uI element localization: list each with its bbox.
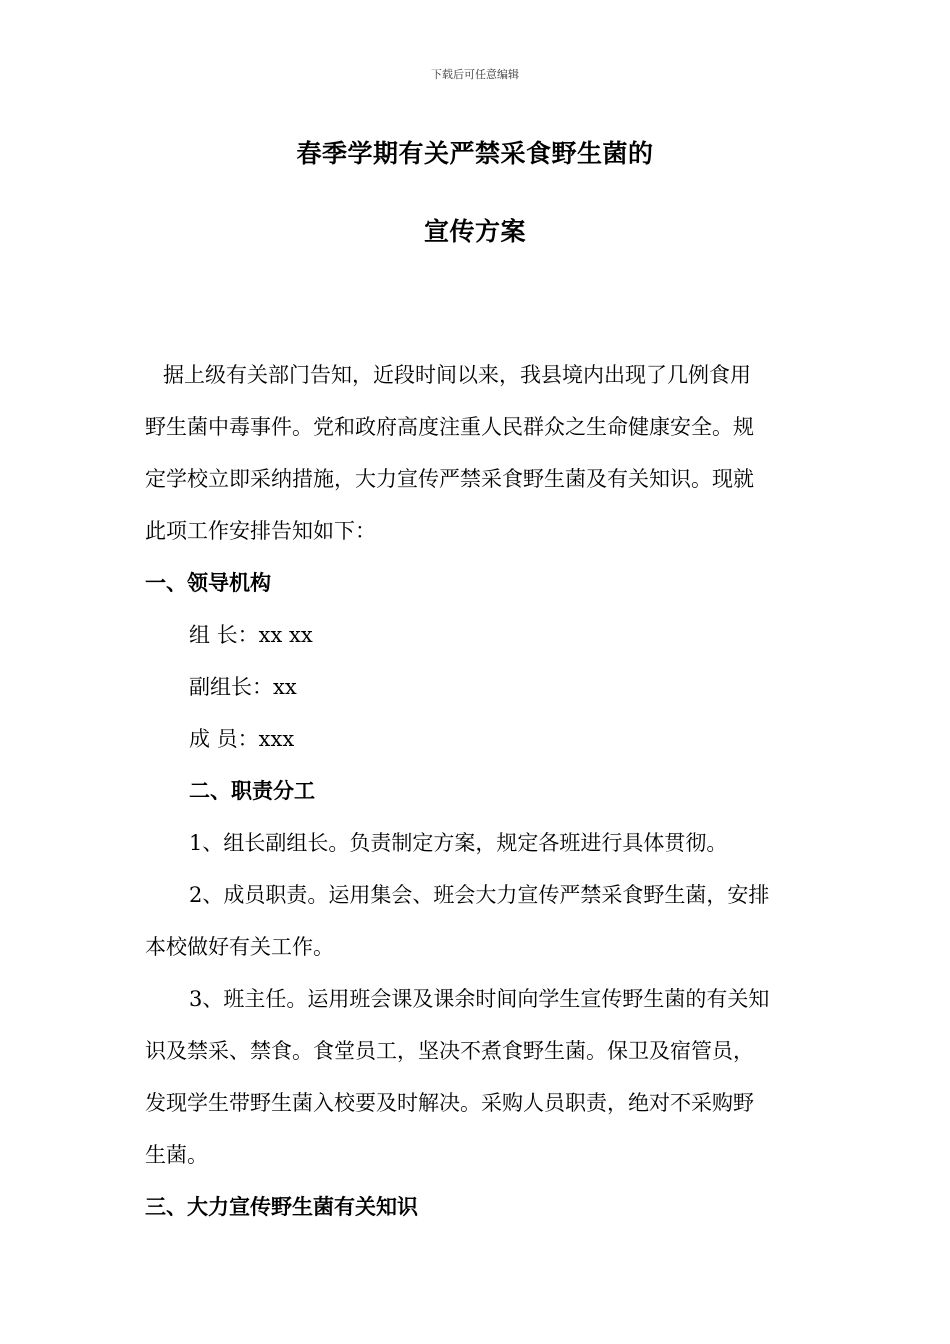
duty-item-3-line-3: 发现学生带野生菌入校要及时解决。采购人员职责，绝对不采购野: [145, 1091, 754, 1115]
document-title-line-1: 春季学期有关严禁采食野生菌的: [296, 139, 654, 168]
leader-item: 组 长：xx xx: [189, 623, 313, 647]
intro-line-3: 定学校立即采纳措施，大力宣传严禁采食野生菌及有关知识。现就: [145, 467, 754, 491]
document-body: [145, 349, 805, 1233]
member-item: 成 员：xxx: [189, 727, 295, 751]
intro-line-2: 野生菌中毒事件。党和政府高度注重人民群众之生命健康安全。规: [145, 415, 754, 439]
duty-item-1: 1、组长副组长。负责制定方案，规定各班进行具体贯彻。: [189, 831, 728, 855]
intro-line-4: 此项工作安排告知如下：: [145, 519, 376, 543]
section-1-heading: 一、领导机构: [145, 570, 271, 595]
duty-item-3-line-2: 识及禁采、禁食。食堂员工，坚决不煮食野生菌。保卫及宿管员，: [145, 1039, 754, 1063]
duty-item-2-line-2: 本校做好有关工作。: [145, 935, 334, 959]
section-3-heading: 三、大力宣传野生菌有关知识: [145, 1194, 418, 1219]
section-2-heading: 二、职责分工: [189, 778, 315, 803]
document-title-line-2: 宣传方案: [423, 217, 526, 246]
duty-item-3-line-1: 3、班主任。运用班会课及课余时间向学生宣传野生菌的有关知: [189, 987, 770, 1011]
intro-line-1: 据上级有关部门告知，近段时间以来，我县境内出现了几例食用: [163, 363, 751, 387]
duty-item-3-line-4: 生菌。: [145, 1143, 208, 1167]
deputy-leader-item: 副组长：xx: [189, 675, 297, 699]
duty-item-2-line-1: 2、成员职责。运用集会、班会大力宣传严禁采食野生菌，安排: [189, 883, 770, 907]
header-note: 下载后可任意编辑: [431, 68, 519, 81]
